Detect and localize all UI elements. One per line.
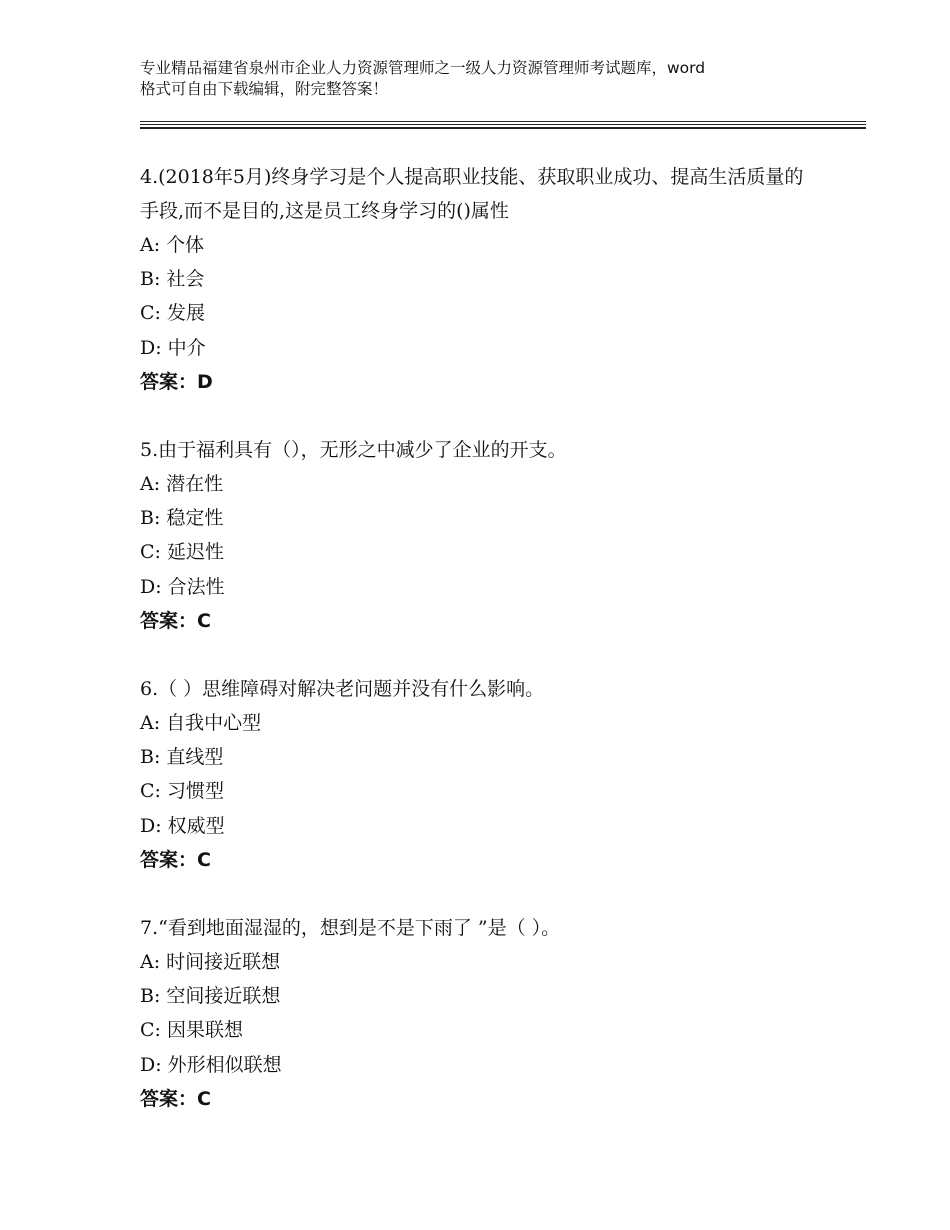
question-5 [140, 433, 820, 638]
option-c: C: 发展 [140, 302, 205, 325]
option-b: B: 社会 [140, 268, 205, 291]
question-4 [140, 160, 820, 399]
answer-label: 答案：D [140, 370, 213, 393]
question-stem: 6.（ ）思维障碍对解决老问题并没有什么影响。 [140, 678, 545, 700]
question-7 [140, 911, 820, 1116]
option-b: B: 稳定性 [140, 507, 224, 530]
header-divider [140, 127, 866, 129]
question-stem: 5.由于福利具有（），无形之中减少了企业的开支。 [140, 439, 567, 461]
option-d: D: 外形相似联想 [140, 1053, 282, 1076]
header-line-1: 专业精品福建省泉州市企业人力资源管理师之一级人力资源管理师考试题库，word [140, 59, 706, 77]
option-c: C: 延迟性 [140, 541, 224, 564]
option-a: A: 时间接近联想 [140, 951, 281, 973]
option-a: A: 潜在性 [140, 473, 224, 495]
question-stem: 4.(2018年5月)终身学习是个人提高职业技能、获取职业成功、提高生活质量的手段,而不是目的,这是员工终身学习的()属性 [140, 166, 804, 222]
option-d: D: 权威型 [140, 814, 225, 837]
option-b: B: 空间接近联想 [140, 985, 281, 1008]
question-6 [140, 672, 820, 877]
answer-label: 答案：C [140, 848, 211, 871]
option-b: B: 直线型 [140, 746, 224, 769]
document-header [140, 58, 840, 100]
question-stem: 7.“看到地面湿湿的，想到是不是下雨了 ”是（ ）。 [140, 917, 561, 939]
answer-label: 答案：C [140, 1087, 211, 1110]
option-a: A: 个体 [140, 234, 205, 256]
answer-label: 答案：C [140, 609, 211, 632]
option-d: D: 中介 [140, 336, 206, 359]
header-divider [140, 121, 866, 122]
option-c: C: 习惯型 [140, 780, 224, 803]
option-d: D: 合法性 [140, 575, 225, 598]
header-divider [140, 124, 866, 125]
option-c: C: 因果联想 [140, 1019, 243, 1042]
header-line-2: 格式可自由下载编辑，附完整答案！ [140, 80, 389, 98]
option-a: A: 自我中心型 [140, 712, 262, 734]
